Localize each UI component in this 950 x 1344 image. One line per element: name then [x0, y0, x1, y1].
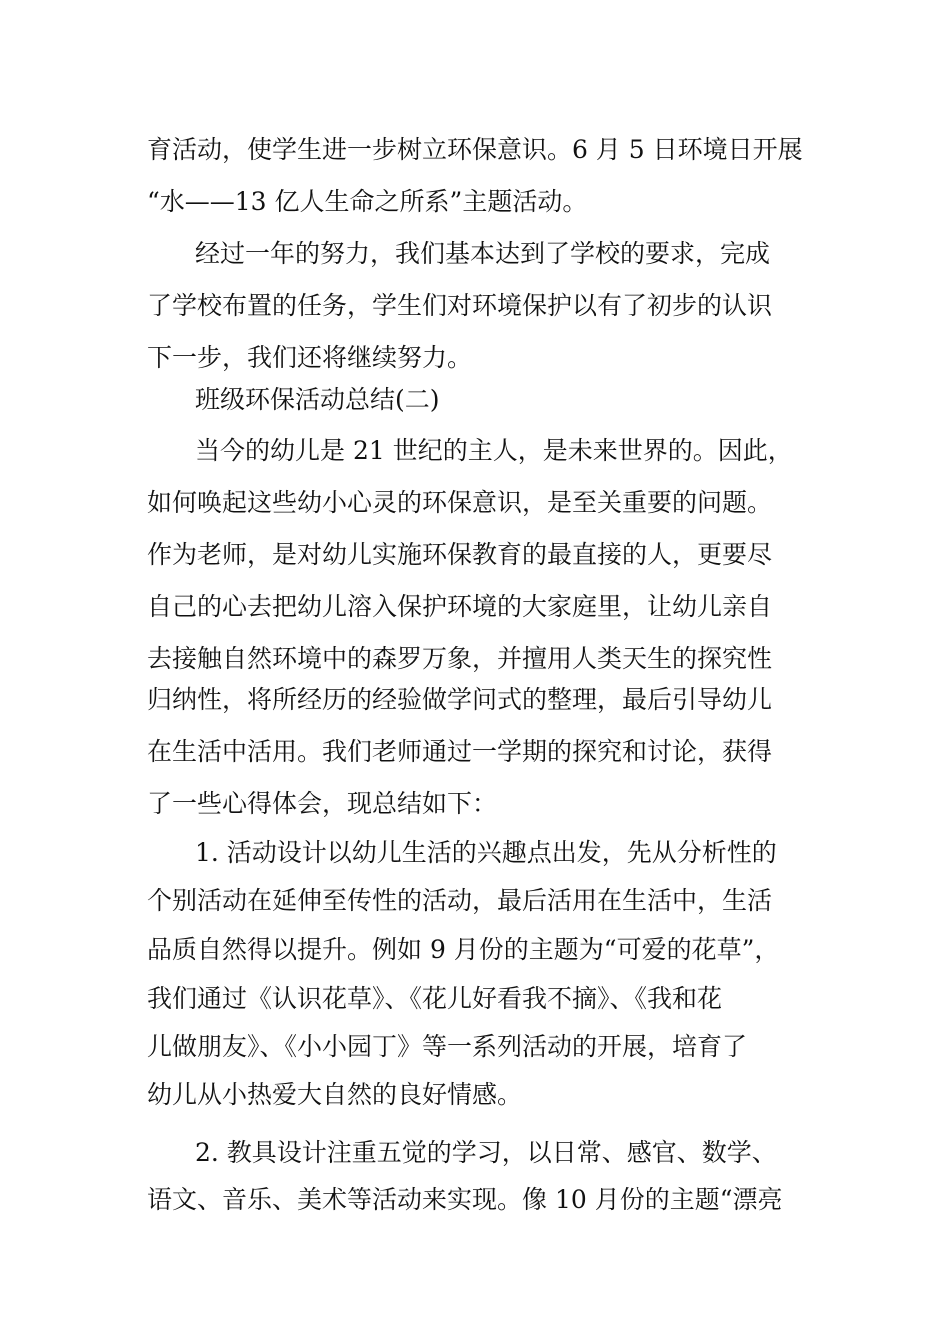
text-line: 育活动，使学生进一步树立环保意识。6 月 5 日环境日开展 — [147, 135, 803, 164]
text-line: 了一些心得体会，现总结如下： — [147, 789, 498, 818]
text-line: 经过一年的努力，我们基本达到了学校的要求，完成 — [195, 239, 771, 268]
text-line: 去接触自然环境中的森罗万象，并擅用人类天生的探究性 — [147, 644, 773, 673]
section-heading: 班级环保活动总结(二) — [195, 385, 440, 414]
text-line: 自己的心去把幼儿溶入保护环境的大家庭里，让幼儿亲自 — [147, 592, 773, 621]
text-line: 品质自然得以提升。例如 9 月份的主题为“可爱的花草”， — [147, 935, 780, 964]
text-line: 幼儿从小热爱大自然的良好情感。 — [147, 1080, 523, 1109]
text-line: 如何唤起这些幼小心灵的环保意识，是至关重要的问题。 — [147, 488, 773, 517]
text-line: 语文、音乐、美术等活动来实现。像 10 月份的主题“漂亮 — [147, 1185, 783, 1214]
text-line: 个别活动在延伸至传性的活动，最后活用在生活中，生活 — [147, 886, 773, 915]
text-line: 下一步，我们还将继续努力。 — [147, 343, 473, 372]
list-item: 2. 教具设计注重五觉的学习，以日常、感官、数学、 — [195, 1138, 777, 1167]
text-line: 归纳性，将所经历的经验做学问式的整理，最后引导幼儿 — [147, 685, 773, 714]
text-line: 了学校布置的任务，学生们对环境保护以有了初步的认识 — [147, 291, 773, 320]
text-line: 在生活中活用。我们老师通过一学期的探究和讨论，获得 — [147, 737, 773, 766]
text-line: 当今的幼儿是 21 世纪的主人，是未来世界的。因此， — [195, 436, 793, 465]
text-line: 作为老师，是对幼儿实施环保教育的最直接的人，更要尽 — [147, 540, 773, 569]
list-item: 1. 活动设计以幼儿生活的兴趣点出发，先从分析性的 — [195, 838, 777, 867]
text-line: 儿做朋友》、《小小园丁》等一系列活动的开展，培育了 — [147, 1032, 748, 1061]
text-line: 我们通过《认识花草》、《花儿好看我不摘》、《我和花 — [147, 984, 723, 1013]
text-line: “水——13 亿人生命之所系”主题活动。 — [147, 187, 588, 216]
